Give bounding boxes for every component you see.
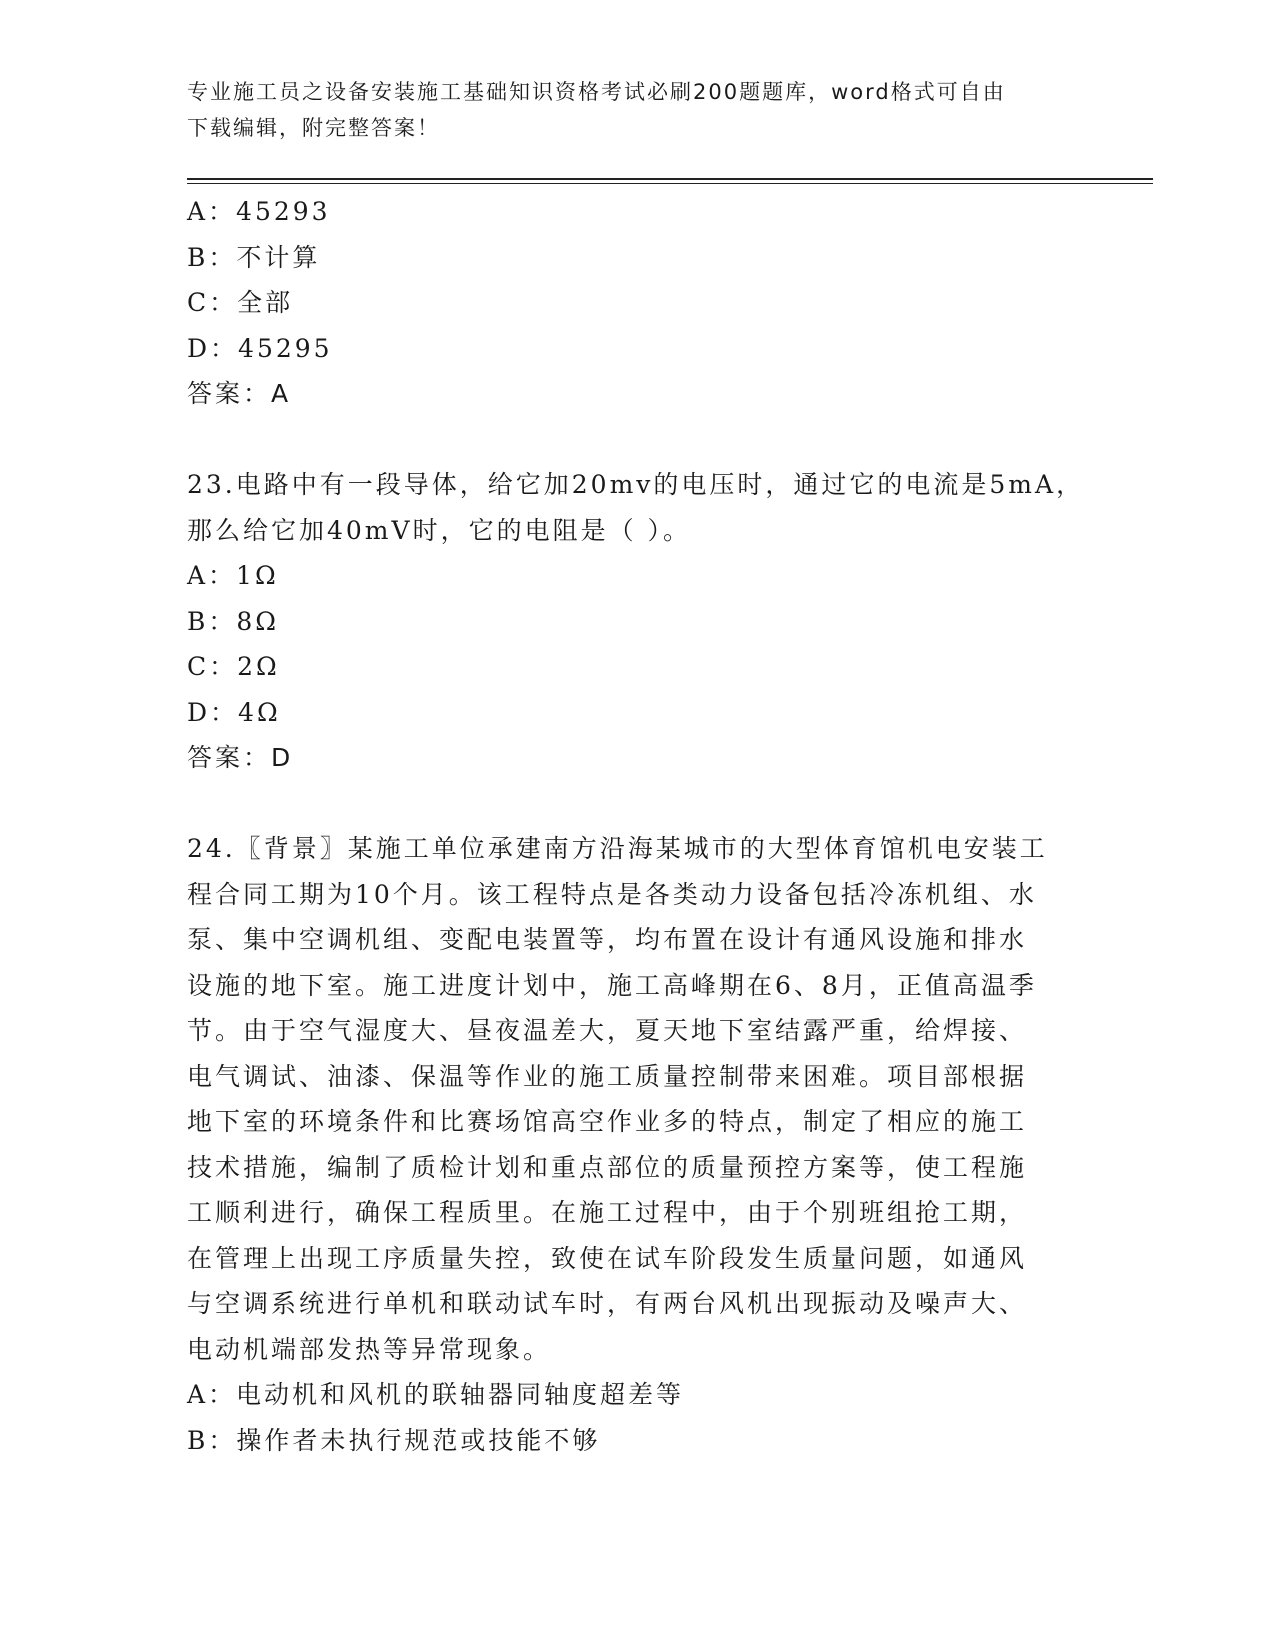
page-header — [187, 74, 1087, 146]
question-stem-line: 24.〖背景〗某施工单位承建南方沿海某城市的大型体育馆机电安装工 — [187, 834, 1048, 863]
question-stem-line: 23.电路中有一段导体，给它加20mv的电压时，通过它的电流是5mA， — [187, 470, 1085, 499]
option-a: A：1Ω — [187, 561, 279, 590]
option-a: A：电动机和风机的联轴器同轴度超差等 — [187, 1380, 685, 1409]
question-24 — [187, 826, 1087, 1463]
question-stem-line: 技术措施，编制了质检计划和重点部位的质量预控方案等，使工程施 — [187, 1152, 1028, 1182]
spacer — [187, 781, 1087, 827]
question-stem-line: 工顺利进行，确保工程质里。在施工过程中，由于个别班组抢工期， — [187, 1198, 1028, 1227]
spacer — [187, 417, 1087, 463]
option-c: C：全部 — [187, 288, 294, 317]
question-stem-line: 电动机端部发热等异常现象。 — [187, 1334, 552, 1364]
question-stem-line: 设施的地下室。施工进度计划中，施工高峰期在6、8月，正值高温季 — [187, 970, 1037, 1000]
question-stem-line: 那么给它加40mV时，它的电阻是（ ）。 — [187, 515, 692, 545]
question-stem-line: 节。由于空气湿度大、昼夜温差大，夏天地下室结露严重，给焊接、 — [187, 1016, 1028, 1045]
question-content — [187, 189, 1087, 1463]
option-a: A：45293 — [187, 197, 331, 226]
option-b: B：8Ω — [187, 606, 280, 636]
option-c: C：2Ω — [187, 652, 280, 681]
option-b: B：操作者未执行规范或技能不够 — [187, 1425, 601, 1455]
question-stem-line: 电气调试、油漆、保温等作业的施工质量控制带来困难。项目部根据 — [187, 1061, 1028, 1091]
question-23 — [187, 462, 1087, 781]
question-stem-line: 在管理上出现工序质量失控，致使在试车阶段发生质量问题，如通风 — [187, 1243, 1028, 1273]
header-line-1: 专业施工员之设备安装施工基础知识资格考试必刷200题题库，word格式可自由 — [187, 80, 1006, 104]
question-stem-line: 与空调系统进行单机和联动试车时，有两台风机出现振动及噪声大、 — [187, 1289, 1028, 1318]
question-stem-line: 地下室的环境条件和比赛场馆高空作业多的特点，制定了相应的施工 — [187, 1107, 1028, 1136]
question-stem-line: 程合同工期为10个月。该工程特点是各类动力设备包括冷冻机组、水 — [187, 879, 1037, 909]
answer-line: 答案：D — [187, 743, 294, 772]
header-rule-thick — [187, 178, 1153, 180]
option-d: D：4Ω — [187, 697, 281, 727]
header-rule-thin — [187, 183, 1153, 184]
header-line-2: 下载编辑，附完整答案！ — [187, 116, 440, 140]
question-stem-line: 泵、集中空调机组、变配电装置等，均布置在设计有通风设施和排水 — [187, 925, 1028, 954]
question-22-options — [187, 189, 1087, 417]
answer-line: 答案：A — [187, 379, 292, 408]
option-b: B：不计算 — [187, 242, 321, 272]
option-d: D：45295 — [187, 333, 333, 363]
